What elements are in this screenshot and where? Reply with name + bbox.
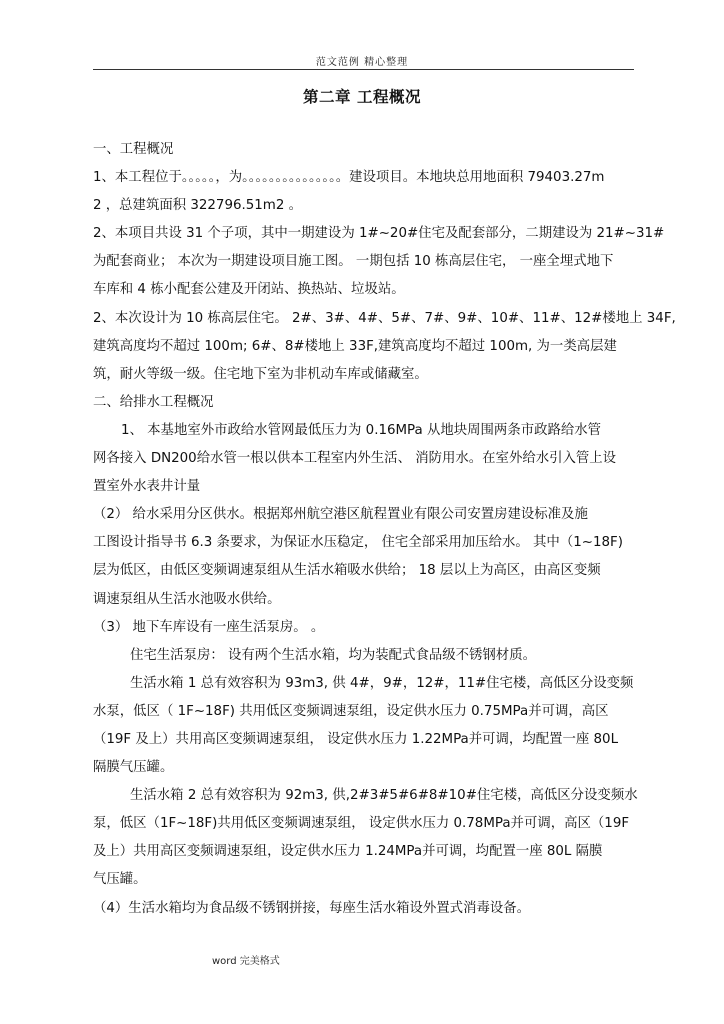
paragraph-line: 置室外水表井计量 [93,479,201,495]
paragraph-line: 隔膜气压罐。 [93,760,174,776]
paragraph-line: 调速泵组从生活水池吸水供给。 [93,591,281,607]
paragraph-line: 生活水箱 1 总有效容积为 93m3, 供 4#，9#，12#，11#住宅楼，高低区分设变频 [130,675,634,691]
paragraph-line: 为配套商业； 本次为一期建设项目施工图。 一期包括 10 栋高层住宅， 一座全埋式地下 [93,254,614,270]
paragraph-line: 水泵，低区（ 1F~18F) 共用低区变频调速泵组，设定供水压力 0.75MPa并可调，高区 [93,703,609,719]
document-body [93,136,676,923]
paragraph-line: 2、本次设计为 10 栋高层住宅。 2#、3#、4#、5#、7#、9#、10#、11#、12#楼地上 34F, [93,310,676,326]
paragraph-line: 及上）共用高区变频调速泵组，设定供水压力 1.24MPa并可调，均配置一座 80L 隔膜 [93,844,603,860]
paragraph-line: （2） 给水采用分区供水。根据郑州航空港区航程置业有限公司安置房建设标准及施 [93,507,588,523]
page-header: 范文范例 精心整理 [315,57,409,68]
paragraph-line: 2、本项目共设 31 个子项，其中一期建设为 1#~20#住宅及配套部分，二期建设为 21#~31# [93,226,665,242]
paragraph-line: 气压罐。 [93,872,147,888]
paragraph-line: （4）生活水箱均为食品级不锈钢拼接，每座生活水箱设外置式消毒设备。 [93,900,531,916]
paragraph-line: 生活水箱 2 总有效容积为 92m3, 供,2#3#5#6#8#10#住宅楼，高低区分设变频水 [130,788,638,804]
paragraph-line: （3） 地下车库设有一座生活泵房。 。 [93,619,325,635]
paragraph-line: 层为低区，由低区变频调速泵组从生活水箱吸水供给； 18 层以上为高区，由高区变频 [93,563,601,579]
paragraph-line: 建筑高度均不超过 100m; 6#、8#楼地上 33F,建筑高度均不超过 100m, 为一类高层建 [93,338,617,354]
page-footer: word 完美格式 [212,956,280,967]
paragraph-line: 1、本工程位于。。。。。，为。。。。。。。。。。。。。。。建设项目。本地块总用地面积 79403.27m [93,170,605,186]
paragraph-line: 工图设计指导书 6.3 条要求，为保证水压稳定， 住宅全部采用加压给水。 其中（1~18F) [93,535,623,551]
paragraph-line: （19F 及上）共用高区变频调速泵组， 设定供水压力 1.22MPa并可调，均配置一座 80L [93,731,619,747]
section-heading: 一、工程概况 [93,142,174,157]
section-heading: 二、给排水工程概况 [93,394,214,410]
paragraph-line: 1、 本基地室外市政给水管网最低压力为 0.16MPa 从地块周围两条市政路给水管 [121,422,602,438]
paragraph-line: 筑，耐火等级一级。住宅地下室为非机动车库或储藏室。 [93,366,428,382]
header-rule [93,69,634,70]
paragraph-line: 2 ，总建筑面积 322796.51m2 。 [93,198,302,214]
paragraph-line: 车库和 4 栋小配套公建及开闭站、换热站、垃圾站。 [93,282,405,298]
chapter-title: 第二章 工程概况 [303,88,421,106]
paragraph-line: 住宅生活泵房： 设有两个生活水箱，均为装配式食品级不锈钢材质。 [130,647,536,663]
paragraph-line: 泵，低区（1F~18F)共用低区变频调速泵组， 设定供水压力 0.78MPa并可调，高区（19F [93,816,630,832]
paragraph-line: 网各接入 DN200给水管一根以供本工程室内外生活、 消防用水。在室外给水引入管上设 [93,451,617,467]
